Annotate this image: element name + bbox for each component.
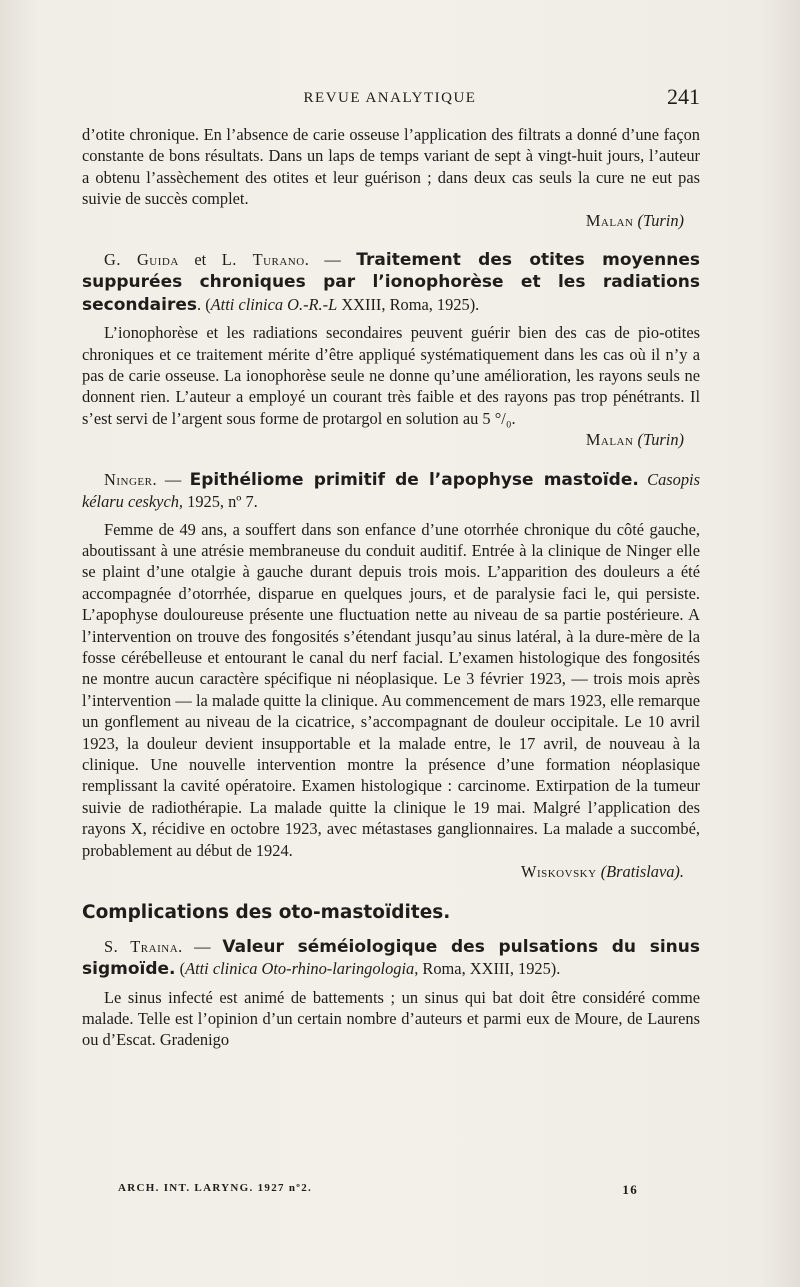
continued-paragraph: d’otite chronique. En l’absence de carie osseuse l’application des filtrats a donné d’une façon constante de bons résultats. Dans un laps de temps variant de sept à vingt-huit jours, l’auteur a obtenu l’assèchement des otites et leur guérison ; dans deux cas seuls la cure ne eut pas suivie de succès complet. — [82, 125, 700, 209]
entry-author: Ninger — [104, 469, 153, 489]
entry-paragraph: Femme de 49 ans, a souffert dans son enfance d’une otorrhée chronique du côté gauche, aboutissant à une atrésie membraneuse du conduit auditif. Entrée à la clinique de Ninger elle se plaint d’une otalgie à gauche durant depuis trois mois. L’apparition des douleurs a été accompagnée d’otorrhée, disparue en quelques jours, et de paralysie faci le, qui persiste. L’apophyse douloureuse présente une fluctuation nette au niveau de sa partie postérieure. A l’intervention on trouve des fongosités s’étendant jusqu’au sinus latéral, à la dure-mère de la fosse cérébelleuse et entourant le canal du nerf facial. L’examen histologique des fongosités ne montre aucun caractère spécifique ni néoplasique. Le 3 février 1923, — trois mois après l’intervention — la malade quitte la clinique. Au commencement de mars 1923, elle remarque un gonflement au niveau de la cicatrice, s’accompagnant de douleur occipitale. Le 10 avril 1923, la douleur devient insupportable et la malade entre, le 17 avril, de nouveau à la clinique. Une nouvelle intervention montre la présence d’une formation néoplasique remplissant la cavité opératoire. Examen histologique : carcinome. Extirpation de la tumeur suivie de radiothérapie. La malade quitte la clinique le 19 mai. Malgré l’application des rayons X, récidive en octobre 1923, avec métastases ganglionnaires. La malade a succombé, probablement au début de 1924. — [82, 519, 700, 860]
entry-journal: Casopis kélaru ceskych, — [82, 469, 700, 512]
page-header — [80, 84, 700, 114]
footer-journal: ARCH. INT. LARYNG. 1927 nº2. — [118, 1182, 313, 1194]
body-text — [82, 124, 700, 1051]
entry-heading: G. Guida et L. Turano. — Traitement des otites moyennes suppurées chroniques par l’ionophorèse et les radiations secondaires. (Atti clinica O.-R.-L XXIII, Roma, 1925). — [82, 250, 700, 315]
entry-heading: Ninger. — Epithéliome primitif de l’apophyse mastoïde. Casopis kélaru ceskych, 1925, nº 7. — [82, 469, 700, 512]
entry-author: S. Traina — [104, 936, 179, 956]
running-title: REVUE ANALYTIQUE — [303, 90, 477, 106]
entry-paragraph: Le sinus infecté est animé de battements ; un sinus qui bat doit être considéré comme malade. Telle est l’opinion d’un certain nombre d’auteurs et parmi eux de Moure, de Laurens ou d’Escat. Gradenigo — [82, 987, 700, 1050]
entry-paragraph: L’ionophorèse et les radiations secondaires peuvent guérir bien des cas de pio-otites chroniques et ce traitement mérite d’être appliqué systématiquement dans les cas où il n’y a pas de carie osseuse. La ionophorèse seule ne donne qu’une amélioration, les rayons seuls ne donnent rien. L’auteur a employé un courant très faible et des rayons pas trop pénétrants. Il s’est servi de l’argent sous forme de protargol en solution au 5 °/₀. — [82, 323, 700, 428]
signature-continued: Malan (Turin) — [585, 210, 684, 230]
entry-journal: Atti clinica Oto-rhino-laringologia — [185, 959, 415, 979]
entry-guida-turano — [82, 249, 700, 451]
signature-entry1: Malan (Turin) — [585, 430, 684, 450]
signature-entry2: Wiskovsky (Bratislava). — [520, 862, 684, 881]
entry-ninger — [82, 469, 700, 883]
entry-author: G. Guida — [104, 250, 179, 270]
page-number: 241 — [667, 84, 700, 109]
entry-journal: Atti clinica O.-R.-L — [210, 294, 338, 314]
entry-title: Valeur séméiologique des pulsations du sinus sigmoïde. — [82, 936, 700, 980]
entry-author: L. Turano — [221, 250, 305, 270]
entry-heading: S. Traina. — Valeur séméiologique des pulsations du sinus sigmoïde. (Atti clinica Oto-rhino-laringologia, Roma, XXIII, 1925). — [82, 936, 700, 980]
footer-signature-number: 16 — [622, 1182, 638, 1197]
page-footer — [118, 1182, 638, 1197]
entry-title: Traitement des otites moyennes suppurées chroniques par l’ionophorèse et les radiations secondaires — [82, 250, 700, 315]
entry-title: Epithéliome primitif de l’apophyse mastoïde. — [189, 469, 639, 490]
entry-traina — [82, 936, 700, 1051]
section-heading: Complications des oto-mastoïdites. — [82, 902, 451, 924]
